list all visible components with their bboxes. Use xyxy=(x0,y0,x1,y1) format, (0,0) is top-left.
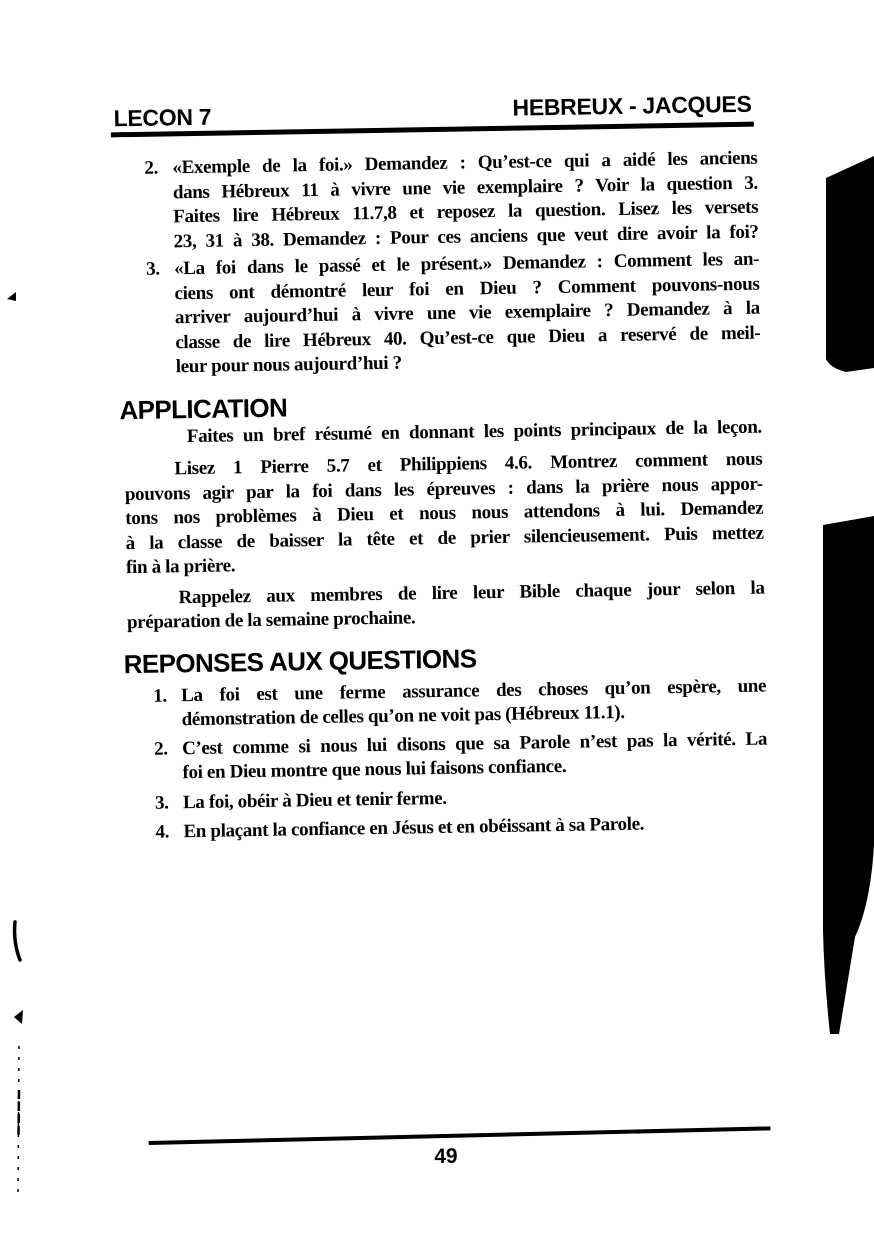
list-number: 3. xyxy=(154,791,169,814)
text-line: arriver aujourd’hui à vivre une vie exemplaire ? Demandez à la xyxy=(174,297,761,329)
text-line: foi en Dieu montre que nous lui faisons confiance. xyxy=(182,755,567,784)
list-item-text xyxy=(174,248,761,380)
reponse-item-2 xyxy=(129,727,768,787)
text-line: préparation de la semaine prochaine. xyxy=(126,607,416,634)
list-item-text xyxy=(181,674,767,733)
reponse-item-4 xyxy=(130,811,768,846)
text-line: Rappelez aux membres de lire leur Bible chaque jour selon la xyxy=(178,577,765,608)
body-text xyxy=(119,143,768,846)
list-number: 1. xyxy=(153,684,167,707)
list-item-text xyxy=(183,811,768,845)
application-paragraph-3 xyxy=(126,576,765,636)
text-line: La foi, obéir à Dieu et tenir ferme. xyxy=(182,787,447,813)
text-line: La foi est une ferme assurance des choses qu’on espère, une xyxy=(181,675,767,706)
list-item-text xyxy=(182,727,768,786)
application-paragraph-2 xyxy=(124,448,764,581)
list-item-text xyxy=(183,781,768,815)
text-line: 23, 31 à 38. Demandez : Pour ces anciens que veut dire avoir la foi? xyxy=(173,221,759,252)
reponse-item-1 xyxy=(128,674,767,734)
text-line: à la classe de baisser la tête et de prier silencieusement. Puis mettez xyxy=(125,522,764,554)
text-line: «La foi dans le passé et le présent.» Demandez : Comment les an- xyxy=(173,248,760,280)
text-line: «Exemple de la foi.» Demandez : Qu’est-ce qui a aidé les anciens xyxy=(172,147,758,179)
list-number: 2. xyxy=(153,737,168,760)
text-line: tons nos problèmes à Dieu et nous nous attendons à lui. Demandez xyxy=(125,497,764,530)
text-line: dans Hébreux 11 à vivre une vie exemplaire ? Voir la question 3. xyxy=(172,172,758,203)
text-line: C’est comme si nous lui disons que sa Parole n’est pas la vérité. La xyxy=(181,728,768,759)
text-line: En plaçant la confiance en Jésus et en obéissant à sa Parole. xyxy=(183,813,645,843)
section-heading-reponses: REPONSES AUX QUESTIONS xyxy=(123,642,477,679)
text-line: Faites un bref résumé en donnant les points principaux de la leçon. xyxy=(186,416,763,447)
list-item-text xyxy=(172,147,759,255)
text-line: ciens ont démontré leur foi en Dieu ? Comment pouvons-nous xyxy=(174,273,760,304)
list-number: 3. xyxy=(145,258,160,280)
text-line: fin à la prière. xyxy=(125,555,236,579)
text-line: Lisez 1 Pierre 5.7 et Philippiens 4.6. Montrez comment nous xyxy=(174,448,763,480)
list-number: 4. xyxy=(155,821,170,843)
header-lesson-label: LECON 7 xyxy=(113,103,212,132)
text-line: classe de lire Hébreux 40. Qu’est-ce que Dieu a reservé de meil- xyxy=(175,322,761,353)
list-number: 2. xyxy=(144,157,159,179)
text-line: démonstration de celles qu’on ne voit pas (Hébreux 11.1). xyxy=(181,701,625,731)
header-book-title: HEBREUX - JACQUES xyxy=(512,90,752,121)
page-number: 49 xyxy=(434,1144,458,1169)
text-line: pouvons agir par la foi dans les épreuves : dans la prière nous appor- xyxy=(124,473,763,505)
lesson-step-2 xyxy=(119,147,759,256)
text-line: Faites lire Hébreux 11.7,8 et reposez la question. Lisez les versets xyxy=(173,196,759,228)
lesson-step-3 xyxy=(121,248,761,381)
text-line: leur pour nous aujourd’hui ? xyxy=(175,352,402,378)
reponse-item-3 xyxy=(130,781,768,816)
section-heading-application: APPLICATION xyxy=(119,391,288,425)
